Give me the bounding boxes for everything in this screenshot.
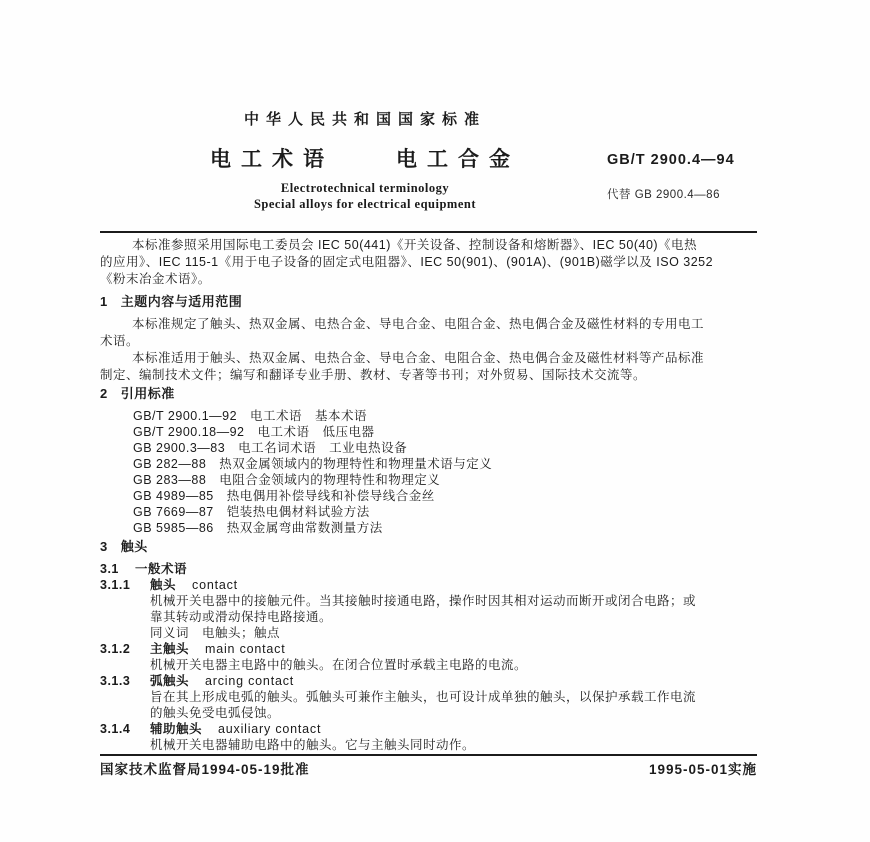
subsection-title: 一般术语 (135, 562, 188, 576)
term-name: 弧触头 (150, 674, 190, 688)
reference-item: GB 283—88 电阻合金领域内的物理特性和物理定义 (133, 473, 441, 487)
implementation-note: 1995-05-01实施 (648, 762, 757, 777)
term-entry (100, 641, 760, 657)
term-number: 3.1.2 (100, 642, 131, 656)
term-english: main contact (205, 642, 286, 656)
term-english: arcing contact (205, 674, 295, 688)
scope-line: 术语。 (100, 334, 140, 348)
footer-divider (100, 754, 757, 756)
document-title-en-line2: Special alloys for electrical equipment (253, 197, 476, 211)
term-entry (100, 577, 760, 593)
term-name: 主触头 (150, 642, 190, 656)
section-2-title: 引用标准 (120, 386, 175, 401)
reference-list (100, 408, 760, 536)
approval-note: 国家技术监督局1994-05-19批准 (100, 762, 310, 777)
reference-item: GB 5985—86 热双金属弯曲常数测量方法 (133, 521, 383, 535)
term-definition-line: 靠其转动或滑动保持电路接通。 (150, 610, 333, 624)
section-contacts (100, 538, 760, 753)
preamble-line: 《粉末冶金术语》。 (100, 272, 211, 286)
term-definition-line: 机械开关电器辅助电路中的触头。它与主触头同时动作。 (150, 738, 476, 752)
section-2-heading (100, 385, 760, 402)
term-entry (100, 673, 760, 689)
term-english: auxiliary contact (218, 722, 322, 736)
scope-line: 本标准规定了触头、热双金属、电热合金、导电合金、电阻合金、热电偶合金及磁性材料的专用电工 (132, 317, 705, 331)
section-1-number: 1 (100, 294, 108, 309)
reference-item: GB/T 2900.1—92 电工术语 基本术语 (133, 409, 368, 423)
reference-item: GB 2900.3—83 电工名词术语 工业电热设备 (133, 441, 408, 455)
scope-line: 本标准适用于触头、热双金属、电热合金、导电合金、电阻合金、热电偶合金及磁性材料等产品标准 (132, 351, 705, 365)
section-scope (100, 293, 760, 384)
section-2-number: 2 (100, 386, 108, 401)
section-references (100, 385, 760, 536)
term-definition-line: 机械开关电器主电路中的触头。在闭合位置时承载主电路的电流。 (150, 658, 528, 672)
page-footer (100, 758, 757, 778)
term-number: 3.1.4 (100, 722, 131, 736)
preamble (100, 237, 760, 288)
preamble-line: 的应用》、IEC 115-1《用于电子设备的固定式电阻器》、IEC 50(901)、(901A)、(901B)磁学以及 ISO 3252 (100, 255, 714, 269)
term-name: 触头 (150, 578, 177, 592)
reference-item: GB 7669—87 铠装热电偶材料试验方法 (133, 505, 370, 519)
standard-number: GB/T 2900.4—94 (607, 152, 735, 168)
subsection-number: 3.1 (100, 562, 119, 576)
reference-item: GB 282—88 热双金属领域内的物理特性和物理量术语与定义 (133, 457, 493, 471)
term-definition-line: 机械开关电器中的接触元件。当其接触时接通电路，操作时因其相对运动而断开或闭合电路；或 (150, 594, 697, 608)
term-synonym: 同义词 电触头；触点 (150, 626, 281, 640)
term-number: 3.1.3 (100, 674, 131, 688)
subsection-heading (100, 561, 760, 577)
term-entry (100, 721, 760, 737)
section-3-number: 3 (100, 539, 108, 554)
section-1-heading (100, 293, 760, 310)
preamble-line: 本标准参照采用国际电工委员会 IEC 50(441)《开关设备、控制设备和熔断器》、IEC 50(40)《电热 (132, 238, 698, 252)
section-1-title: 主题内容与适用范围 (120, 294, 243, 309)
document-title-cn: 电工术语 电工合金 (210, 148, 520, 171)
scope-line: 制定、编制技术文件；编写和翻译专业手册、教材、专著等书刊；对外贸易、国际技术交流等。 (100, 368, 647, 382)
replaces-note: 代替 GB 2900.4—86 (607, 189, 720, 201)
term-definition-line: 旨在其上形成电弧的触头。弧触头可兼作主触头，也可设计成单独的触头，以保护承载工作电流 (150, 690, 697, 704)
standard-header-label: 中华人民共和国国家标准 (243, 111, 486, 128)
term-definition-line: 的触头免受电弧侵蚀。 (150, 706, 281, 720)
section-3-title: 触头 (120, 539, 148, 554)
term-english: contact (192, 578, 238, 592)
section-3-heading (100, 538, 760, 555)
document-title-en-line1: Electrotechnical terminology (280, 181, 450, 195)
reference-item: GB 4989—85 热电偶用补偿导线和补偿导线合金丝 (133, 489, 435, 503)
terms-content (100, 561, 760, 753)
term-name: 辅助触头 (150, 722, 203, 736)
reference-item: GB/T 2900.18—92 电工术语 低压电器 (133, 425, 375, 439)
header-divider (100, 231, 757, 233)
term-number: 3.1.1 (100, 578, 131, 592)
